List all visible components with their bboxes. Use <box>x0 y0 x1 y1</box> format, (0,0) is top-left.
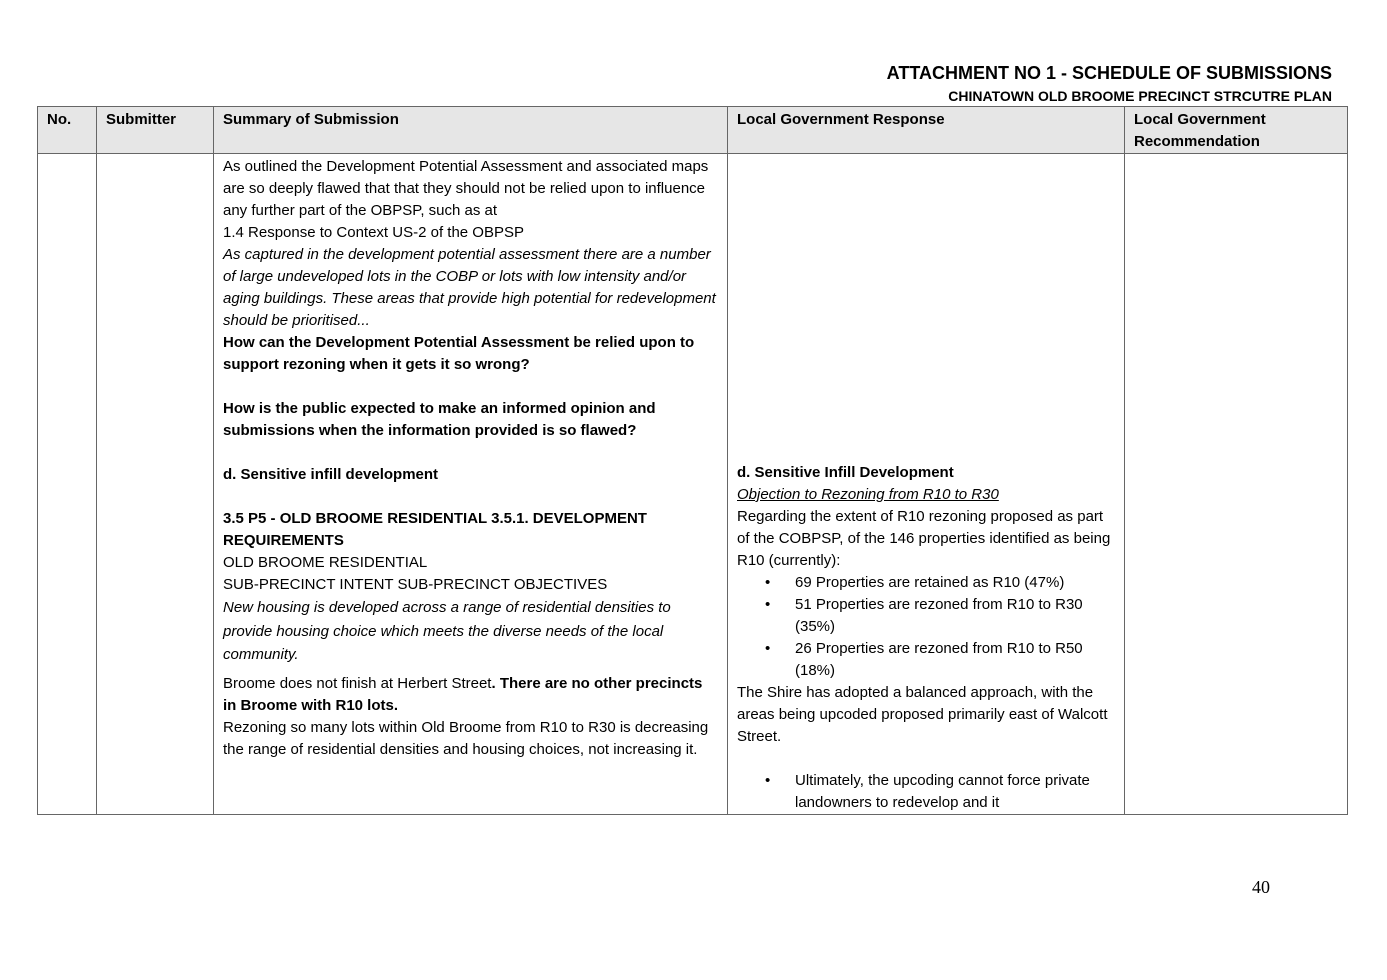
summary-question-1: How can the Development Potential Assessment be relied upon to support rezoning when it gets it so wrong? <box>223 334 695 373</box>
document-subtitle: CHINATOWN OLD BROOME PRECINCT STRCUTRE PLAN <box>948 88 1332 104</box>
header-submitter: Submitter <box>97 107 214 154</box>
header-response: Local Government Response <box>728 107 1125 154</box>
cell-recommendation <box>1125 154 1348 815</box>
summary-d-heading: d. Sensitive infill development <box>223 466 439 483</box>
summary-p1b: 1.4 Response to Context US-2 of the OBPSP <box>223 224 524 241</box>
summary-question-2: How is the public expected to make an informed opinion and submissions when the information provided is so flawed? <box>223 400 656 439</box>
summary-line-a: OLD BROOME RESIDENTIAL <box>223 554 428 571</box>
response-bullet-list <box>737 572 1115 682</box>
response-para: The Shire has adopted a balanced approach, with the areas being upcoded proposed primarily east of Walcott Street. <box>737 684 1108 745</box>
summary-p3-bold: . There are no other precincts in Broome with R10 lots. <box>223 674 703 714</box>
cell-response <box>728 154 1125 815</box>
header-no: No. <box>38 107 97 154</box>
response-heading: d. Sensitive Infill Development <box>737 464 954 481</box>
header-recommendation: Local Government Recommendation <box>1125 107 1348 154</box>
cell-submitter <box>97 154 214 815</box>
summary-p4: Rezoning so many lots within Old Broome from R10 to R30 is decreasing the range of residential densities and housing choices, not increasing it. <box>223 718 709 758</box>
list-item: • Ultimately, the upcoding cannot force private landowners to redevelop and it <box>795 770 1115 814</box>
table-row <box>38 154 1348 815</box>
cell-summary <box>214 154 728 815</box>
table-header-row <box>38 107 1348 154</box>
response-intro: Regarding the extent of R10 rezoning proposed as part of the COBPSP, of the 146 properties identified as being R10 (currently): <box>737 508 1111 569</box>
response-bullet-list-2 <box>737 770 1115 814</box>
header-summary: Summary of Submission <box>214 107 728 154</box>
list-item: • 69 Properties are retained as R10 (47%) <box>795 572 1115 594</box>
summary-line-b: SUB-PRECINCT INTENT SUB-PRECINCT OBJECTIVES <box>223 576 608 593</box>
summary-p1: As outlined the Development Potential Assessment and associated maps are so deeply flawed that that they should not be relied upon to influence any further part of the OBPSP, such as at <box>223 158 709 219</box>
list-item: • 26 Properties are rezoned from R10 to R50 (18%) <box>795 638 1115 682</box>
document-title: ATTACHMENT NO 1 - SCHEDULE OF SUBMISSIONS <box>886 63 1332 83</box>
summary-section-heading: 3.5 P5 - OLD BROOME RESIDENTIAL 3.5.1. DEVELOPMENT REQUIREMENTS <box>223 510 647 549</box>
summary-p3 <box>223 673 718 717</box>
list-item: • 51 Properties are rezoned from R10 to R30 (35%) <box>795 594 1115 638</box>
summary-quote: As captured in the development potential assessment there are a number of large undeveloped lots in the COBP or lots with low intensity and/or aging buildings. These areas that provide high potential for redevelopment should be prioritised... <box>223 246 716 329</box>
submissions-table <box>37 106 1348 815</box>
cell-no <box>38 154 97 815</box>
summary-intent: New housing is developed across a range of residential densities to provide housing choice which meets the diverse needs of the local community. <box>223 599 671 663</box>
summary-p3-start: Broome does not finish at Herbert Street <box>223 674 492 692</box>
page-number: 40 <box>1252 877 1270 897</box>
response-subheading: Objection to Rezoning from R10 to R30 <box>737 486 999 503</box>
